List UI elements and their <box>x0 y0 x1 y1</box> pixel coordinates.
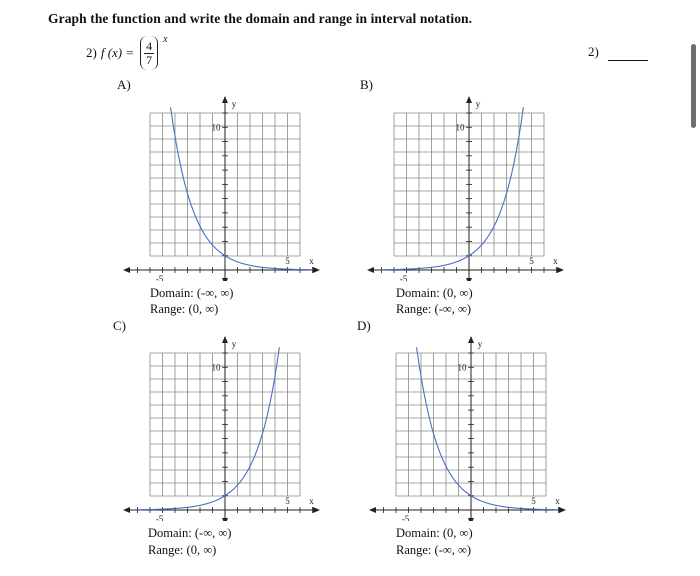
y-axis-label: y <box>475 99 481 109</box>
graph-choice-a <box>120 93 330 281</box>
x-axis-arrow-left <box>369 507 376 513</box>
graph-choice-b <box>364 93 574 281</box>
y-axis-arrow-down <box>222 278 228 281</box>
function-curve <box>138 347 280 510</box>
y-axis-arrow-down <box>466 278 472 281</box>
x-max-label: 5 <box>529 256 534 266</box>
y-max-label: 10 <box>211 362 221 373</box>
domain-text-b: Domain: (0, ∞) <box>396 286 473 300</box>
x-axis-arrow <box>313 267 320 273</box>
fraction <box>144 40 154 67</box>
scrollbar-thumb[interactable] <box>691 44 696 128</box>
x-max-label: 5 <box>285 496 290 506</box>
y-axis-label: y <box>477 339 483 349</box>
range-text-d: Range: (-∞, ∞) <box>396 543 472 557</box>
y-axis-label: y <box>231 339 237 349</box>
x-axis-label: x <box>309 256 314 266</box>
x-min-label: -5 <box>155 274 164 281</box>
choice-label-b: B) <box>360 77 373 92</box>
function-curve <box>382 107 524 270</box>
choice-label-a: A) <box>117 77 131 92</box>
answer-blank[interactable] <box>608 60 648 61</box>
choice-label-c: C) <box>113 318 126 333</box>
y-axis-arrow <box>468 336 474 343</box>
y-axis-label: y <box>231 99 237 109</box>
fraction-denominator: 7 <box>146 52 153 67</box>
graph-choice-d <box>366 333 576 521</box>
x-min-label: -5 <box>401 514 410 521</box>
graph-svg <box>120 333 330 521</box>
y-axis-arrow-down <box>222 518 228 521</box>
problem-statement <box>86 33 168 70</box>
function-curve <box>171 107 313 270</box>
y-max-label: 10 <box>211 122 221 133</box>
fraction-numerator: 4 <box>146 38 153 53</box>
domain-text-a: Domain: (-∞, ∞) <box>150 286 234 300</box>
function-name: f (x) = <box>100 45 135 60</box>
x-axis-arrow-left <box>123 507 130 513</box>
graph-svg <box>120 93 330 281</box>
x-axis-arrow-left <box>367 267 374 273</box>
range-text-b: Range: (-∞, ∞) <box>396 302 472 316</box>
x-min-label: -5 <box>155 514 164 521</box>
exponent: x <box>163 33 168 45</box>
answer-number: 2) <box>588 44 599 59</box>
problem-number: 2) <box>86 45 97 60</box>
x-max-label: 5 <box>285 256 290 266</box>
x-min-label: -5 <box>399 274 408 281</box>
x-axis-label: x <box>555 496 560 506</box>
domain-text-c: Domain: (-∞, ∞) <box>148 526 232 540</box>
graph-choice-c <box>120 333 330 521</box>
parenthesized-base <box>140 36 158 70</box>
range-text-c: Range: (0, ∞) <box>148 543 217 557</box>
domain-text-d: Domain: (0, ∞) <box>396 526 473 540</box>
choice-label-d: D) <box>357 318 371 333</box>
x-axis-label: x <box>553 256 558 266</box>
range-text-a: Range: (0, ∞) <box>150 302 219 316</box>
y-max-label: 10 <box>455 122 465 133</box>
x-axis-arrow <box>313 507 320 513</box>
y-max-label: 10 <box>457 362 467 373</box>
y-axis-arrow-down <box>468 518 474 521</box>
function-curve <box>417 347 559 510</box>
x-max-label: 5 <box>531 496 536 506</box>
graph-svg <box>364 93 574 281</box>
x-axis-label: x <box>309 496 314 506</box>
y-axis-arrow <box>466 96 472 103</box>
graph-svg <box>366 333 576 521</box>
x-axis-arrow-left <box>123 267 130 273</box>
y-axis-arrow <box>222 96 228 103</box>
instructions: Graph the function and write the domain and range in interval notation. <box>48 11 473 26</box>
x-axis-arrow <box>559 507 566 513</box>
y-axis-arrow <box>222 336 228 343</box>
x-axis-arrow <box>557 267 564 273</box>
